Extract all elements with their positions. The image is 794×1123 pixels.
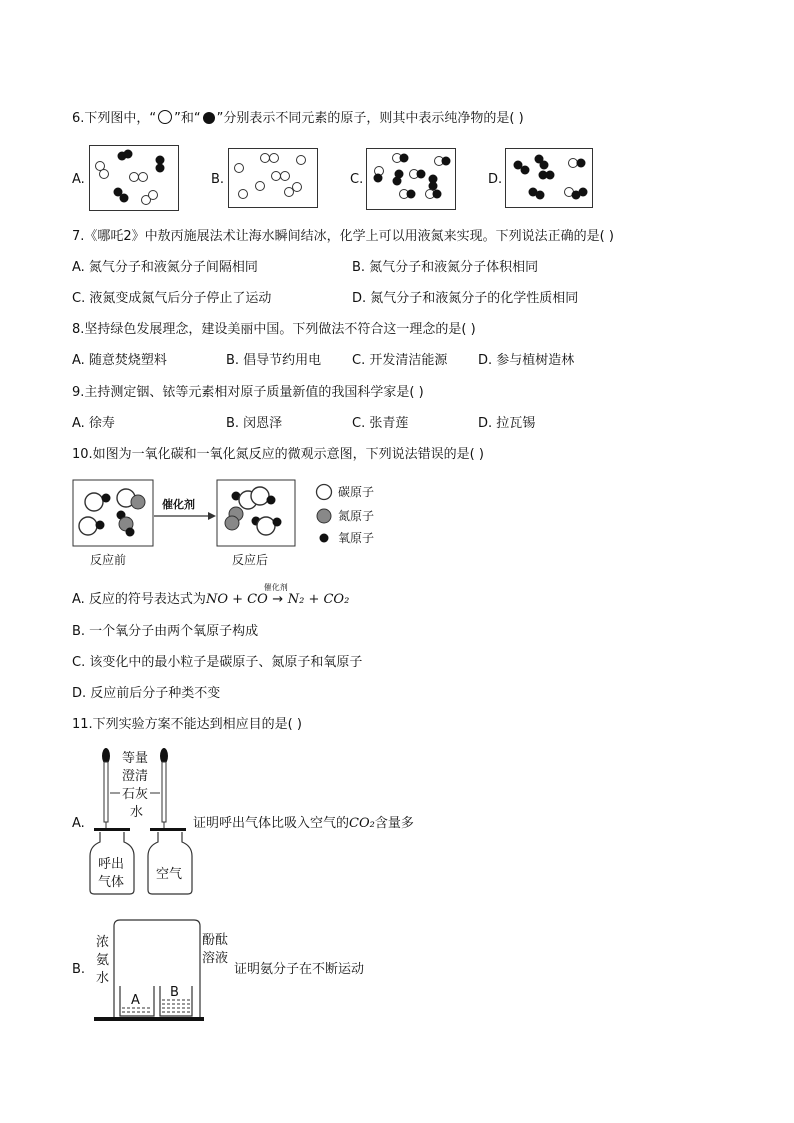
q10-reaction-diagram [72, 478, 392, 574]
q10-equation: NO + CO [205, 592, 268, 607]
q6-label-d: D. [488, 172, 503, 187]
q7-stem: 7.《哪吒2》中敖丙施展法术让海水瞬间结冰，化学上可以用液氮来实现。下列说法正确的是( ) [72, 229, 614, 244]
q7-option-a: A. 氮气分子和液氮分子间隔相同 [72, 260, 258, 275]
q11-b-left-line2: 氨 [96, 953, 110, 968]
q6-label-c: C. [350, 172, 364, 187]
q10-option-a [72, 583, 350, 608]
q10-option-b: B. 一个氧分子由两个氧原子构成 [72, 624, 259, 639]
q11-a-desc-post: 含量多 [374, 816, 414, 831]
q6-option-d-diagram [505, 148, 593, 208]
q11-a-bottle1-line2: 气体 [98, 875, 125, 890]
q6-stem-pre: 6.下列图中，“ [72, 111, 157, 126]
q9-stem: 9.主持测定铟、铱等元素相对原子质量新值的我国科学家是( ) [72, 385, 424, 400]
q6-label-b: B. [211, 172, 225, 187]
q10-option-c: C. 该变化中的最小粒子是碳原子、氮原子和氧原子 [72, 655, 363, 670]
q10-legend-oxygen: 氧原子 [338, 531, 375, 545]
q8-option-a: A. 随意焚烧塑料 [72, 353, 167, 368]
q10-legend-nitrogen: 氮原子 [338, 509, 375, 523]
q11-b-right-line2: 溶液 [202, 951, 229, 966]
q6-option-a-diagram [89, 145, 179, 211]
q10-products: N₂ + CO₂ [287, 592, 350, 607]
filled-circle-icon [203, 112, 215, 124]
q8-option-b: B. 倡导节约用电 [226, 353, 322, 368]
q7-option-c: C. 液氮变成氮气后分子停止了运动 [72, 291, 272, 306]
q10-option-d: D. 反应前后分子种类不变 [72, 686, 221, 701]
q11-a-reagent-line1: 等量 [122, 751, 149, 766]
q10-stem: 10.如图为一氧化碳和一氧化氮反应的微观示意图，下列说法错误的是( ) [72, 447, 484, 462]
q10-catalyst-label: 催化剂 [162, 498, 195, 511]
q11-a-reagent-line2: 澄清 [122, 769, 149, 784]
q10-arrow [263, 583, 288, 608]
q6-stem-post: ”分别表示不同元素的原子，则其中表示纯净物的是( ) [216, 111, 524, 126]
q9-option-a: A. 徐寿 [72, 416, 115, 431]
q9-option-d: D. 拉瓦锡 [478, 416, 536, 431]
q11-stem: 11.下列实验方案不能达到相应目的是( ) [72, 717, 302, 732]
q8-option-d: D. 参与植树造林 [478, 353, 575, 368]
q11-a-description [193, 816, 414, 832]
q11-b-beaker-b-label: B [170, 985, 179, 1000]
q6-option-c-diagram [366, 148, 456, 210]
q8-option-c: C. 开发清洁能源 [352, 353, 448, 368]
q7-option-b: B. 氮气分子和液氮分子体积相同 [352, 260, 539, 275]
q10-legend-carbon: 碳原子 [338, 485, 375, 499]
q11-a-reagent-line3: 石灰 [122, 787, 149, 802]
q10-arrow-label: 催化剂 [263, 583, 288, 592]
q11-b-apparatus [90, 914, 236, 1024]
q10-before-label: 反应前 [90, 553, 127, 567]
q11-label-a: A. [72, 816, 85, 831]
q11-a-reagent-line4: 水 [130, 805, 144, 820]
q7-option-d: D. 氮气分子和液氮分子的化学性质相同 [352, 291, 579, 306]
q11-b-right-line1: 酚酞 [202, 933, 229, 948]
q6-label-a: A. [72, 172, 85, 187]
q10-option-a-prefix: A. 反应的符号表达式为 [72, 592, 206, 607]
q9-option-b: B. 闵恩泽 [226, 416, 283, 431]
open-circle-icon [158, 110, 172, 124]
q6-stem [72, 110, 524, 127]
q11-label-b: B. [72, 962, 86, 977]
q6-stem-mid: ”和“ [174, 111, 201, 126]
q11-b-left-line1: 浓 [96, 935, 110, 950]
q11-a-bottle1-line1: 呼出 [98, 857, 125, 872]
q11-a-bottle2-label: 空气 [156, 867, 183, 882]
q6-option-b-diagram [228, 148, 318, 208]
q11-a-desc-formula: CO₂ [349, 816, 375, 831]
q9-option-c: C. 张青莲 [352, 416, 409, 431]
q11-b-beaker-a-label: A [131, 993, 140, 1008]
q11-b-description: 证明氨分子在不断运动 [234, 962, 365, 977]
q8-stem: 8.坚持绿色发展理念，建设美丽中国。下列做法不符合这一理念的是( ) [72, 322, 476, 337]
q11-a-apparatus [86, 744, 196, 896]
q11-b-left-line3: 水 [96, 971, 110, 986]
right-arrow-icon: → [272, 592, 284, 607]
q10-after-label: 反应后 [232, 553, 269, 567]
q11-a-desc-pre: 证明呼出气体比吸入空气的 [193, 816, 350, 831]
